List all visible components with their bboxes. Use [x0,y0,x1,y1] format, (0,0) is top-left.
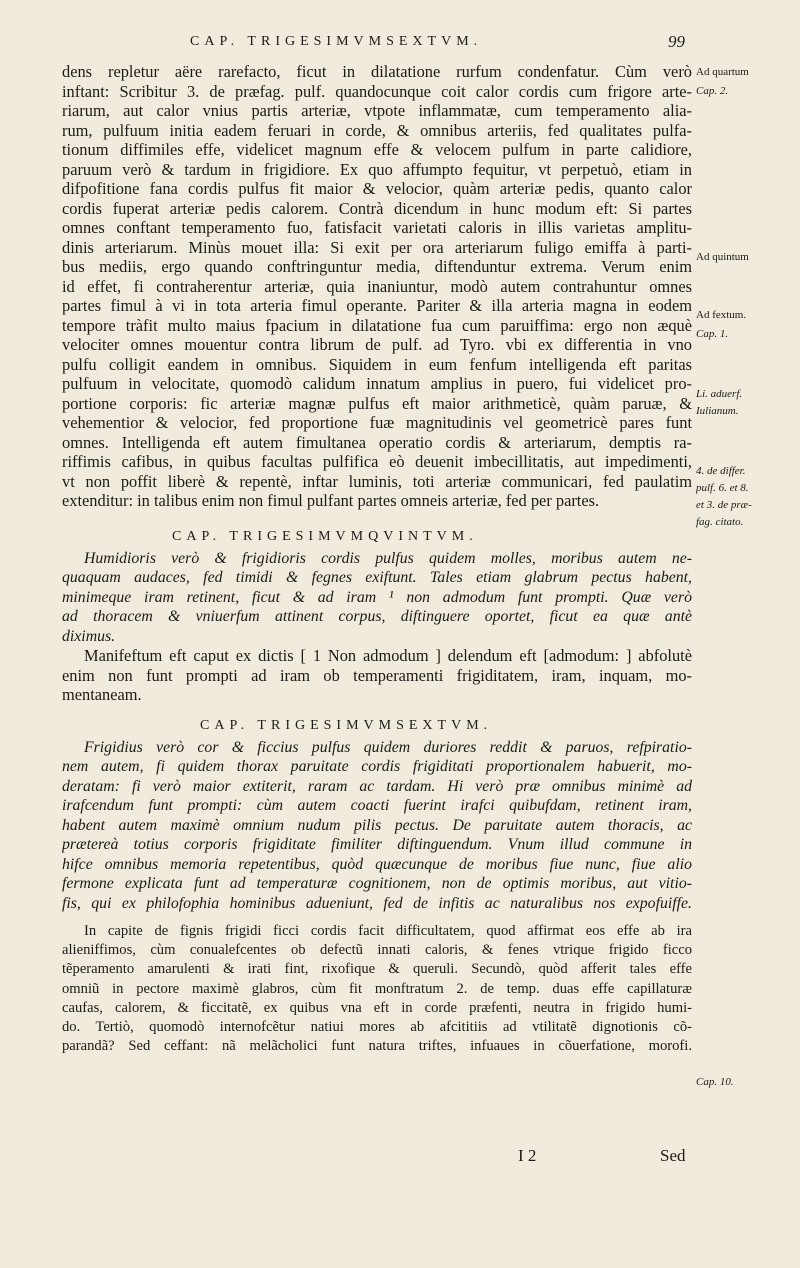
text-line: partes fimul à vi in tota arteria fimul operante. Pariter & illa arteria magna in eodem [62,296,692,315]
chapter-heading-36: CAP. TRIGESIMVMSEXTVM. [200,717,493,733]
text-line: rum, pulfuum initia eadem feruari in corde, & omnibus arteriis, fed qualitates pulfa- [62,120,692,140]
italic-line: Humidioris verò & frigidioris cordis pulfus quidem molles, moribus autem ne- [84,549,692,567]
margin-note: Li. aduerf. [696,388,743,400]
text-line: dinis arteriarum. Minùs mouet illa: Si exit per ora arteriarum fuligo emiffa à parti- [62,237,692,257]
text-line: vehementior & velocior, fed proportione fuæ magnitudinis vel geometricè pares funt [62,413,692,432]
text-block-2-italic [62,549,692,647]
spacer [62,913,692,922]
text-line: paruum verò & tardum in frigidiore. Ex quo affumpto fequitur, vt perpetuò, etiam in [62,159,692,179]
chapter-heading-35: CAP. TRIGESIMVMQVINTVM. [172,528,478,544]
text-block-1 [62,62,692,511]
italic-line: minimeque iram retinent, ficut & ad iram ¹ non admodum funt prompti. Quæ verò [62,588,692,606]
italic-line: deratam: fi verò maior extiterit, raram ac tardam. Hi verò præ omnibus minimè ad [62,777,692,795]
main-text [62,62,692,1056]
italic-line: ad thoracem & vniuerfum attinent corpus, diftinguere oportet, ficut ea quæ antè [62,608,692,625]
text-block-2-commentary [62,646,692,705]
text-line: enim non funt prompti ad iram ob temperamenti frigiditatem, iram, inquam, mo- [62,665,692,685]
italic-line: habent autem maximè omnium nudum pilis pectus. De paruitate autem thoracis, ac [62,816,692,834]
text-line: omnes. Intelligenda eft autem fimultanea operatio cordis & arteriarum, demptis ra- [62,432,692,452]
text-line: omnes conftant temperamento fuo, fatisfacit varietati caloris in illis varietas amplitu- [62,218,692,237]
margin-note: Ad fextum. [696,309,747,321]
spacer [62,511,692,525]
text-line: parandã? Sed ceffant: nã melãcholici funt natura triftes, infuaues in cõuerfatione, morofi. [62,1038,692,1055]
text-line: tempore tràfit multo maius fpacium in dilatatione fua cum paruiffima: ergo non æquè [62,315,692,335]
margin-note: Cap. 2. [696,85,729,97]
text-line: portione corporis: fic arteriæ magnæ pulfus eft maior arithmeticè, quàm paruæ, & [62,393,692,413]
text-line: alieniffimos, cùm conualefcentes ob defectũ innati caloris, & fenes vtrique frigido ficco [62,942,692,959]
signature-mark: I 2 [518,1146,537,1165]
italic-line: hifce omnibus memoria repetentibus, quòd quæcunque de moribus fiue nunc, fiue alio [62,855,692,873]
margin-note: Cap. 1. [696,328,729,340]
text-line: pulfuum in velocitate, quomodò calidum innatum amplius in puero, fui videlicet pro- [62,374,692,393]
margin-note: Ad quartum [696,66,749,78]
italic-line: quaquam audaces, fed timidi & fegnes exiftunt. Tales etiam glabrum pectus habent, [62,569,692,586]
text-line: vt non poffit liberè & repentè, inftar luminis, toti arteriæ communicari, fed paulatim [62,471,692,491]
running-title: CAP. TRIGESIMVMSEXTVM. [190,34,483,49]
margin-note: 4. de differ. [696,465,746,477]
italic-line: fermone explicata funt ad temperaturæ cognitionem, non de optimis moribus, aut vitio- [62,875,692,892]
margin-note: Iulianum. [696,405,739,417]
text-line: In capite de fignis frigidi ficci cordis facit difficultatem, quod affirmat eos effe ab ira [84,923,692,939]
text-line: do. Tertiò, quomodò internofcẽtur natiui mores ab afcititiis ad vtilitatẽ dignotionis cõ- [62,1018,692,1035]
text-line: Manifeftum eft caput ex dictis [ 1 Non admodum ] delendum eft [admodum: ] abfolutè [84,646,692,665]
italic-line: fis, qui ex philofophia hominibus adueniunt, fed de infitis ac naturalibus nos expofuiffe. [62,894,692,912]
text-line: omniũ in pectore maximè glabros, cùm fit monftratum 2. de temp. duas effe capillaturæ [62,980,692,997]
text-line: bus mediis, ergo quando conftringuntur media, diftenduntur extrema. Verum enim [62,257,692,276]
spacer [62,705,692,714]
text-line: velociter omnes mouentur contra librum de pulf. ad Tyro. vbi ex differentia in vno [62,335,692,354]
page-number: 99 [668,32,685,51]
italic-line: irafcendum funt prompti: cùm autem coacti fuerint irafci quibufdam, retinent iram, [62,797,692,814]
catchword: Sed [660,1146,686,1165]
page-footer [62,1146,692,1168]
text-line: mentaneam. [62,685,142,704]
italic-line: Frigidius verò cor & ficcius pulfus quidem duriores reddit & paruos, refpiratio- [84,738,692,756]
text-line: dens repletur aëre rarefacto, ficut in dilatatione rurfum condenfatur. Cùm verò [62,62,692,81]
margin-note: et 3. de præ- [696,499,752,511]
italic-line: nem autem, fi quidem thorax paruitate cordis frigiditati proportionalem habuerit, mo- [62,758,692,775]
running-header [0,34,800,54]
text-line: tionum diffimiles effe, videlicet magnum effe & velocem pulfum in parte calidiore, [62,140,692,159]
text-line: tẽperamento amarulenti & irati fint, rixofique & queruli. Secundò, quòd afferit tales effe [62,961,692,978]
italic-line: prætereà totius corporis frigiditate fimiliter diftinguendum. Vnum illud commune in [62,836,692,853]
italic-line: diximus. [62,627,116,645]
margin-note: Ad quintum [696,251,749,263]
text-block-3-italic [62,738,692,914]
margin-note: Cap. 10. [696,1076,734,1088]
text-line: difpofitione fana cordis pulfus fit maior & velocior, quàm arteriæ pedis, quanto calor [62,179,692,198]
text-line: cordis fuperat arteriæ pedis calorem. Contrà dicendum in hunc modum eft: Si partes [62,198,692,218]
text-line: riarum, aut calor vnius partis arteriæ, vtpote inflammatæ, cum temperamento alia- [62,101,692,120]
text-line: id effet, fi contraherentur arteriæ, quia inaniuntur, modò autem contrahuntur omnes [62,276,692,296]
text-line: pulfu colligit eandem in omnibus. Siquidem in eum fenfum intelligenda eft paritas [62,354,692,374]
margin-note: fag. citato. [696,516,744,528]
text-line: extenditur: in talibus enim non fimul pulfant partes omneis arteriæ, fed per partes. [62,491,600,510]
margin-note: pulf. 6. et 8. [696,482,749,494]
text-line: caufas, calorem, & ficcitatẽ, ex quibus vna eft in corde præfenti, neutra in frigido humi- [62,999,692,1016]
text-block-3-commentary [62,922,692,1056]
text-line: inftant: Scribitur 3. de præfag. pulf. quandocunque coit calor cordis cum frigore arte- [62,81,692,101]
text-line: riffimis cafibus, in quibus facultas pulfifica eò deuenit imbecillitatis, aut impedimenti, [62,452,692,471]
